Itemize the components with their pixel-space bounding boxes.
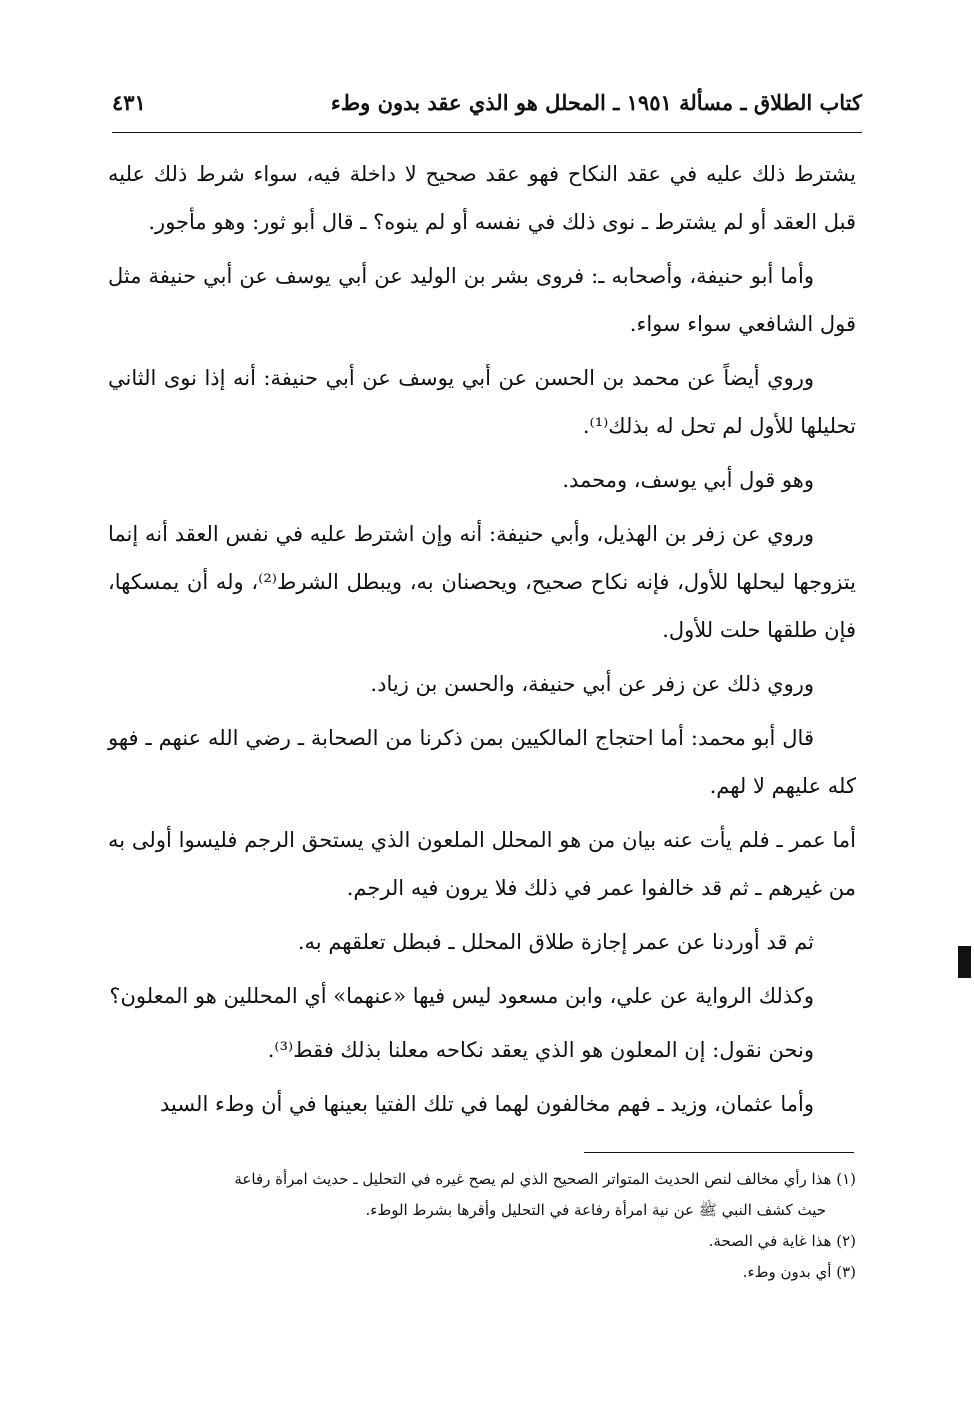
paragraph: وروي أيضاً عن محمد بن الحسن عن أبي يوسف عن أبي حنيفة: أنه إذا نوى الثاني تحليلها للأول لم تحل له بذلك⁽¹⁾.	[108, 366, 856, 438]
header-divider	[112, 132, 862, 133]
footnote-1-continued: حيث كشف النبي ﷺ عن نية امرأة رفاعة في التحليل وأقرها بشرط الوطء.	[365, 1201, 826, 1219]
paragraph: ونحن نقول: إن المعلون هو الذي يعقد نكاحه معلنا بذلك فقط⁽³⁾.	[267, 1038, 814, 1062]
paragraph: يشترط ذلك عليه في عقد النكاح فهو عقد صحيح لا داخلة فيه، سواء شرط ذلك عليه قبل العقد أو لم يشترط ـ نوى ذلك في نفسه أو لم ينوه؟ ـ قال أبو ثور: وهو مأجور.	[108, 162, 856, 234]
paragraph: وروي ذلك عن زفر عن أبي حنيفة، والحسن بن زياد.	[370, 672, 814, 696]
footnotes	[108, 1164, 856, 1288]
running-header	[112, 82, 862, 122]
footnote-3: (٣) أي بدون وطء.	[742, 1263, 856, 1281]
paragraph: وكذلك الرواية عن علي، وابن مسعود ليس فيها «عنهما» أي المحللين هو المعلون؟	[109, 984, 814, 1008]
footnote-divider	[584, 1152, 854, 1153]
paragraph: وأما أبو حنيفة، وأصحابه ـ: فروى بشر بن الوليد عن أبي يوسف عن أبي حنيفة مثل قول الشافعي سواء سواء.	[108, 264, 856, 336]
main-text	[108, 150, 856, 1134]
scan-edge-mark	[958, 946, 971, 978]
paragraph: أما عمر ـ فلم يأت عنه بيان من هو المحلل الملعون الذي يستحق الرجم فليسوا أولى به من غيرهم ـ ثم قد خالفوا عمر في ذلك فلا يرون فيه الرجم.	[108, 828, 856, 900]
header-title: كتاب الطلاق ـ مسألة ١٩٥١ ـ المحلل هو الذي عقد بدون وطء	[330, 89, 862, 115]
paragraph: ثم قد أوردنا عن عمر إجازة طلاق المحلل ـ فبطل تعلقهم به.	[297, 930, 814, 954]
paragraph: وروي عن زفر بن الهذيل، وأبي حنيفة: أنه وإن اشترط عليه في نفس العقد أنه إنما يتزوجها ليحلها للأول، فإنه نكاح صحيح، ويحصنان به، ويبطل الشرط⁽²⁾، وله أن يمسكها، فإن طلقها حلت للأول.	[108, 522, 856, 642]
paragraph: قال أبو محمد: أما احتجاج المالكيين بمن ذكرنا من الصحابة ـ رضي الله عنهم ـ فهو كله عليهم لا لهم.	[108, 726, 856, 798]
paragraph: وأما عثمان، وزيد ـ فهم مخالفون لهما في تلك الفتيا بعينها في أن وطء السيد	[159, 1092, 814, 1116]
page-number: ٤٣١	[112, 89, 146, 115]
paragraph: وهو قول أبي يوسف، ومحمد.	[562, 468, 814, 492]
footnote-1: (١) هذا رأي مخالف لنص الحديث المتواتر الصحيح الذي لم يصح غيره في التحليل ـ حديث امرأة رفاعة	[234, 1170, 856, 1188]
footnote-2: (٢) هذا غاية في الصحة.	[708, 1232, 856, 1250]
